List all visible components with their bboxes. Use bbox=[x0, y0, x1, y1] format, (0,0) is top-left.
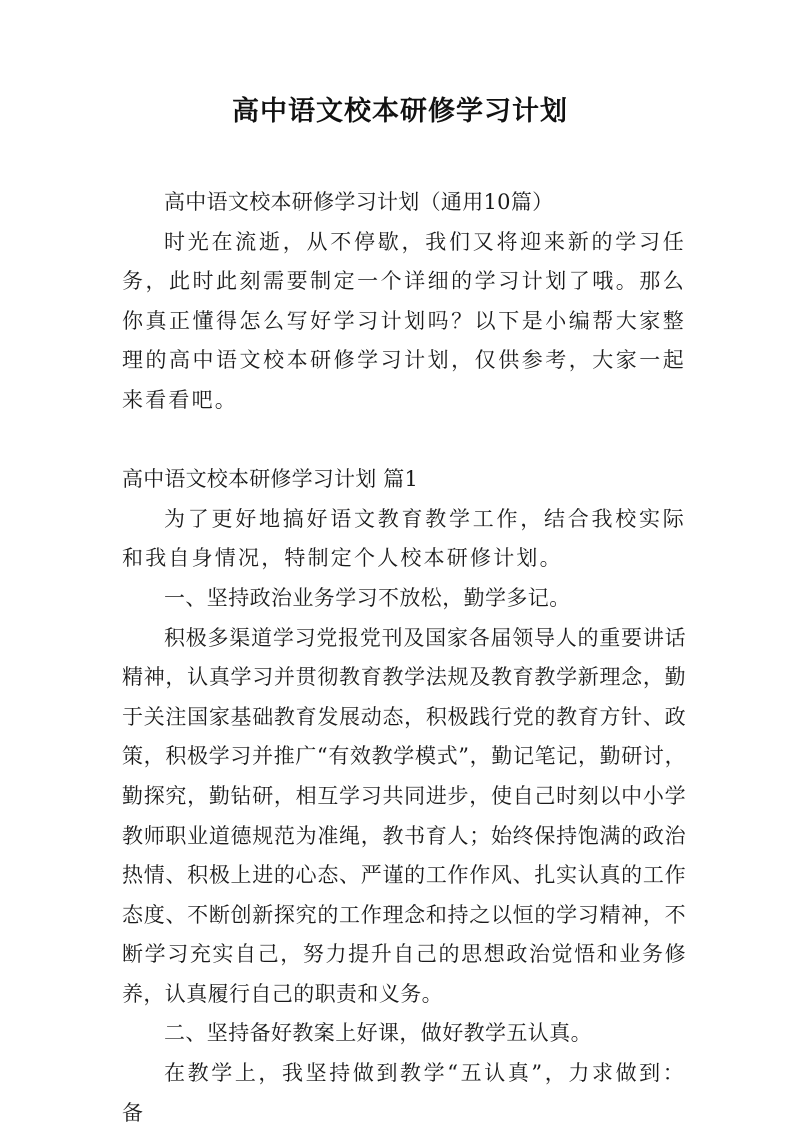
body-paragraph: 为了更好地搞好语文教育教学工作，结合我校实际和我自身情况，特制定个人校本研修计划。 bbox=[122, 506, 686, 571]
body-paragraph: 一、坚持政治业务学习不放松，勤学多记。 bbox=[164, 585, 571, 610]
body-paragraph: 二、坚持备好教案上好课，做好教学五认真。 bbox=[164, 1021, 592, 1046]
document-body bbox=[122, 183, 686, 1133]
paragraph-gap bbox=[122, 421, 686, 461]
intro-paragraph: 时光在流逝，从不停歇，我们又将迎来新的学习任务，此时此刻需要制定一个详细的学习计划了哦。那么你真正懂得怎么写好学习计划吗？以下是小编帮大家整理的高中语文校本研修学习计划，仅供参考，大家一起来看看吧。 bbox=[122, 229, 686, 412]
document-subtitle: 高中语文校本研修学习计划（通用10篇） bbox=[164, 190, 554, 214]
section-heading: 高中语文校本研修学习计划 篇1 bbox=[122, 467, 419, 492]
document-title: 高中语文校本研修学习计划 bbox=[232, 96, 568, 127]
body-paragraph: 积极多渠道学习党报党刊及国家各届领导人的重要讲话精神，认真学习并贯彻教育教学法规及教育教学新理念，勤于关注国家基础教育发展动态，积极践行党的教育方针、政策，积极学习并推广“有效教学模式”，勤记笔记，勤研讨，勤探究，勤钻研，相互学习共同进步，使自己时刻以中小学教师职业道德规范为准绳，教书育人；始终保持饱满的政治热情、积极上进的心态、严谨的工作作风、扎实认真的工作态度、不断创新探究的工作理念和持之以恒的学习精神，不断学习充实自己，努力提升自己的思想政治觉悟和业务修养，认真履行自己的职责和义务。 bbox=[122, 625, 686, 1006]
body-paragraph: 在教学上，我坚持做到教学“五认真”，力求做到：备 bbox=[122, 1061, 686, 1125]
